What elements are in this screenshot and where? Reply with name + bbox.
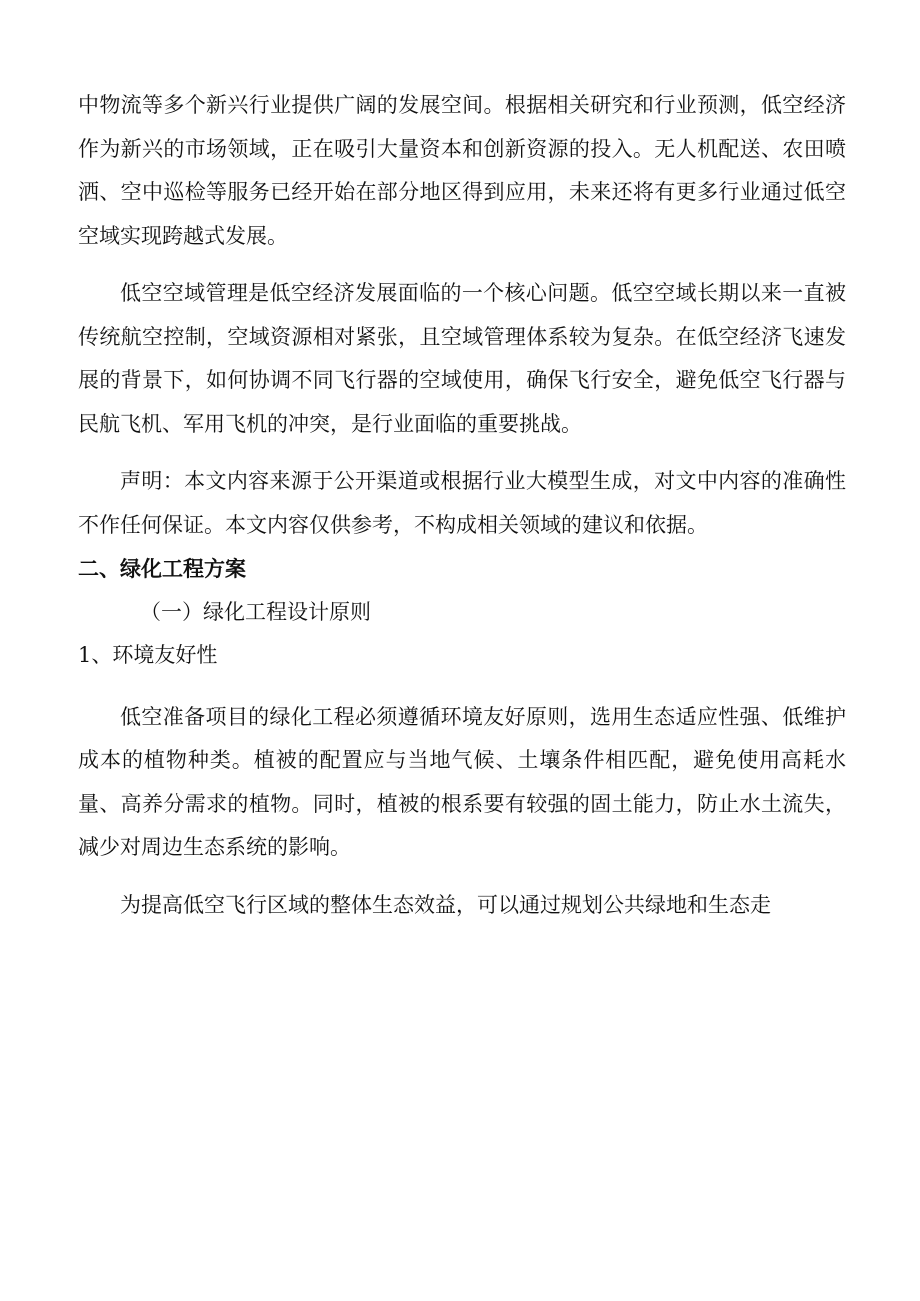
document-page bbox=[78, 84, 846, 927]
disclaimer-paragraph: 声明：本文内容来源于公开渠道或根据行业大模型生成，对文中内容的准确性不作任何保证。本文内容仅供参考，不构成相关领域的建议和依据。 bbox=[78, 469, 846, 537]
paragraph-ecological-benefit: 为提高低空飞行区域的整体生态效益，可以通过规划公共绿地和生态走 bbox=[120, 892, 771, 917]
paragraph-airspace-management: 低空空域管理是低空经济发展面临的一个核心问题。低空空域长期以来一直被传统航空控制，空域资源相对紧张，且空域管理体系较为复杂。在低空经济飞速发展的背景下，如何协调不同飞行器的空域使用，确保飞行安全，避免低空飞行器与民航飞机、军用飞机的冲突，是行业面临的重要挑战。 bbox=[78, 281, 846, 436]
item-heading: 1、环境友好性 bbox=[78, 643, 218, 667]
paragraph-environment-friendly: 低空准备项目的绿化工程必须遵循环境友好原则，选用生态适应性强、低维护成本的植物种类。植被的配置应与当地气候、土壤条件相匹配，避免使用高耗水量、高养分需求的植物。同时，植被的根系要有较强的固土能力，防止水土流失，减少对周边生态系统的影响。 bbox=[78, 704, 846, 859]
section-heading: 二、绿化工程方案 bbox=[78, 556, 246, 581]
paragraph-continuation: 中物流等多个新兴行业提供广阔的发展空间。根据相关研究和行业预测，低空经济作为新兴的市场领域，正在吸引大量资本和创新资源的投入。无人机配送、农田喷洒、空中巡检等服务已经开始在部分地区得到应用，未来还将有更多行业通过低空空域实现跨越式发展。 bbox=[78, 93, 846, 248]
subsection-heading: （一）绿化工程设计原则 bbox=[140, 599, 371, 624]
